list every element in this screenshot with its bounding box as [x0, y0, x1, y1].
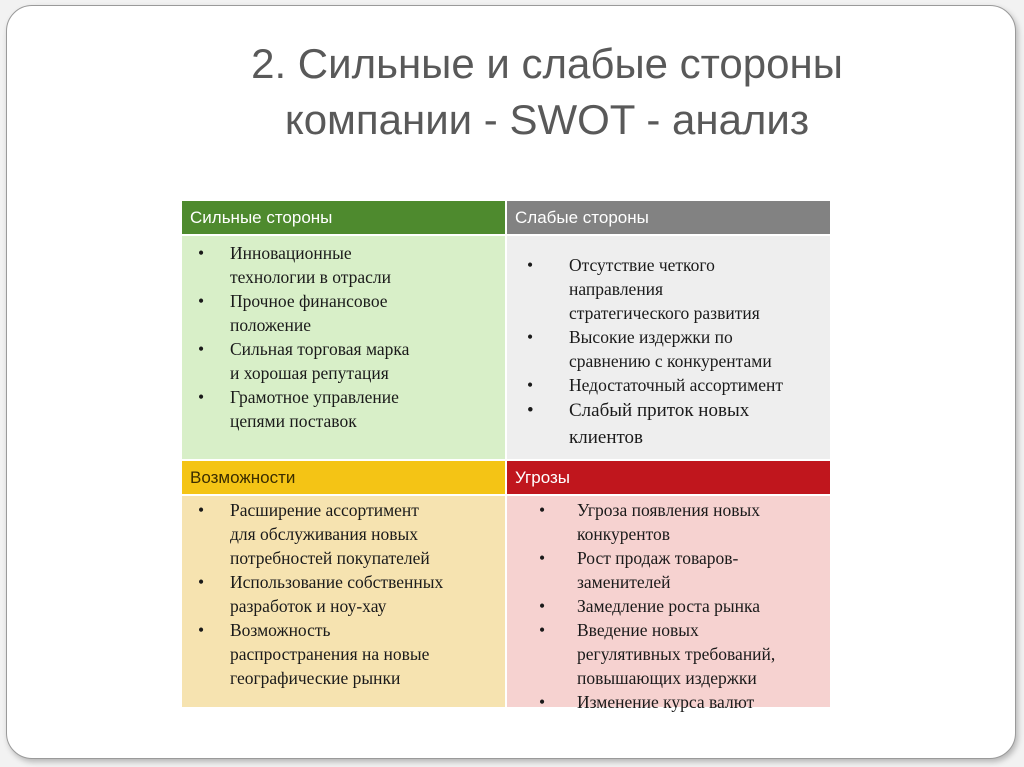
list-item: • Недостаточный ассортимент [521, 373, 830, 397]
opportunities-list [182, 496, 505, 690]
list-item: • Прочное финансовое положение [182, 289, 505, 337]
opportunities-header: Возможности [182, 461, 505, 494]
threats-header: Угрозы [507, 461, 830, 494]
list-item: • Возможность распространения на новые географические рынки [182, 618, 505, 690]
list-item: • Высокие издержки по сравнению с конкурентами [521, 325, 830, 373]
list-item: • Угроза появления новых конкурентов [529, 498, 830, 546]
slide-title [127, 36, 967, 148]
strengths-list [182, 236, 505, 433]
list-item: • Расширение ассортимент для обслуживания новых потребностей покупателей [182, 498, 505, 570]
threats-cell [507, 496, 830, 712]
weaknesses-cell [507, 236, 830, 459]
list-item: • Грамотное управление цепями поставок [182, 385, 505, 433]
list-item: • Сильная торговая марка и хорошая репутация [182, 337, 505, 385]
threats-list [507, 496, 830, 714]
list-item: • Использование собственных разработок и ноу-хау [182, 570, 505, 618]
weaknesses-header: Слабые стороны [507, 201, 830, 234]
swot-table [182, 201, 830, 712]
list-item: • Изменение курса валют [529, 690, 830, 714]
title-line-1: 2. Сильные и слабые стороны [251, 40, 843, 87]
title-line-2: компании - SWOT - анализ [284, 96, 810, 143]
list-item: • Введение новых регулятивных требований, повышающих издержки [529, 618, 830, 690]
strengths-cell [182, 236, 505, 459]
list-item: • Замедление роста рынка [529, 594, 830, 618]
opportunities-cell [182, 496, 505, 707]
strengths-header: Сильные стороны [182, 201, 505, 234]
weaknesses-list [507, 236, 830, 451]
list-item: • Слабый приток новых клиентов [521, 397, 830, 451]
list-item: • Отсутствие четкого направления стратегического развития [521, 253, 830, 325]
list-item: • Инновационные технологии в отрасли [182, 241, 505, 289]
list-item: • Рост продаж товаров- заменителей [529, 546, 830, 594]
